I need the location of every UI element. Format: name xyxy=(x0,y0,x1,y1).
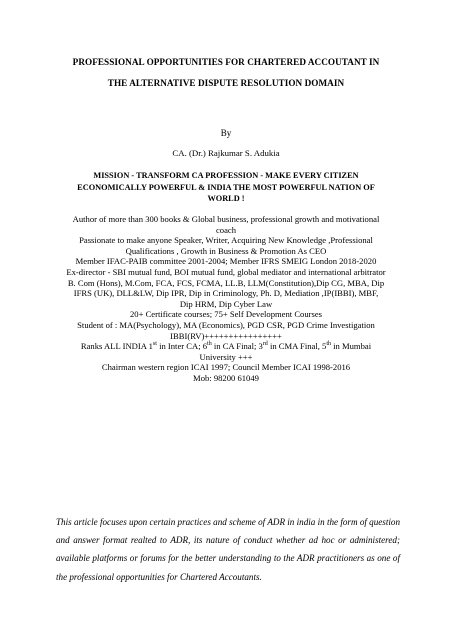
ranks-text: in Inter CA; 6 xyxy=(156,341,208,352)
author-name: CA. (Dr.) Rajkumar S. Adukia xyxy=(172,148,280,158)
bio-line: Author of more than 300 books & Global business, professional growth and motivational xyxy=(72,214,380,224)
byline: By xyxy=(220,128,232,138)
bio-line: University +++ xyxy=(199,351,253,362)
title-line-1: PROFESSIONAL OPPORTUNITIES FOR CHARTERED ACCOUTANT IN xyxy=(72,57,380,67)
ranks-text: in CA Final; 3 xyxy=(211,341,263,352)
ranks-sup: th xyxy=(207,341,212,348)
bio-line: IFRS (UK), DLL&LW, Dip IPR, Dip in Criminology, Ph. D, Mediation ,IP(IBBI), MBF, xyxy=(73,288,379,299)
ranks-sup: st xyxy=(152,341,157,348)
bio-line: IBBI(RV)++++++++++++++++ xyxy=(170,330,282,341)
bio-line: B. Com (Hons), M.Com, FCA, FCS, FCMA, LL.B, LLM(Constitution),Dip CG, MBA, Dip xyxy=(67,277,385,288)
bio-line: Qualifications , Growth in Business & Promotion As CEO xyxy=(125,245,327,256)
document-title xyxy=(40,52,412,94)
mission-statement xyxy=(48,170,404,205)
bio-line: coach xyxy=(215,224,237,235)
bio-line: Mob: 98200 61049 xyxy=(193,372,259,383)
mission-line-1: MISSION - TRANSFORM CA PROFESSION - MAKE EVERY CITIZEN xyxy=(93,171,359,180)
ranks-text: Ranks ALL INDIA 1 xyxy=(80,341,153,352)
author-bio xyxy=(46,214,406,384)
ranks-text: in CMA Final, 5 xyxy=(267,341,327,352)
ranks-sup: th xyxy=(326,341,331,348)
bio-line: Chairman western region ICAI 1997; Council Member ICAI 1998-2016 xyxy=(101,362,351,373)
bio-line: Dip HRM, Dip Cyber Law xyxy=(179,298,273,309)
bio-line: Ex-director - SBI mutual fund, BOI mutual fund, global mediator and international arbitrator xyxy=(66,266,386,277)
bio-line: Passionate to make anyone Speaker, Writer, Acquiring New Knowledge ,Professional xyxy=(79,235,373,246)
mission-line-2: ECONOMICALLY POWERFUL & INDIA THE MOST POWERFUL NATION OF xyxy=(77,182,375,192)
bio-line: Member IFAC-PAIB committee 2001-2004; Member IFRS SMEIG London 2018-2020 xyxy=(75,256,377,267)
bio-line: 20+ Certificate courses; 75+ Self Development Courses xyxy=(129,309,323,320)
ranks-sup: rd xyxy=(262,341,268,348)
bio-line: Student of : MA(Psychology), MA (Economics), PGD CSR, PGD Crime Investigation xyxy=(77,319,375,330)
mission-line-3: WORLD ! xyxy=(207,194,245,203)
article-abstract: This article focuses upon certain practices and scheme of ADR in india in the form of question and answer format realted to ADR, its nature of conduct whether ad hoc or administered; available platforms or forums for the better understanding to the ADR practitioners as one of the professional opportunities for Chartered Accoutants. xyxy=(56,517,400,582)
ranks-text: in Mumbai xyxy=(330,341,372,352)
ranks-line xyxy=(46,341,406,352)
title-line-2: THE ALTERNATIVE DISPUTE RESOLUTION DOMAIN xyxy=(107,78,345,88)
